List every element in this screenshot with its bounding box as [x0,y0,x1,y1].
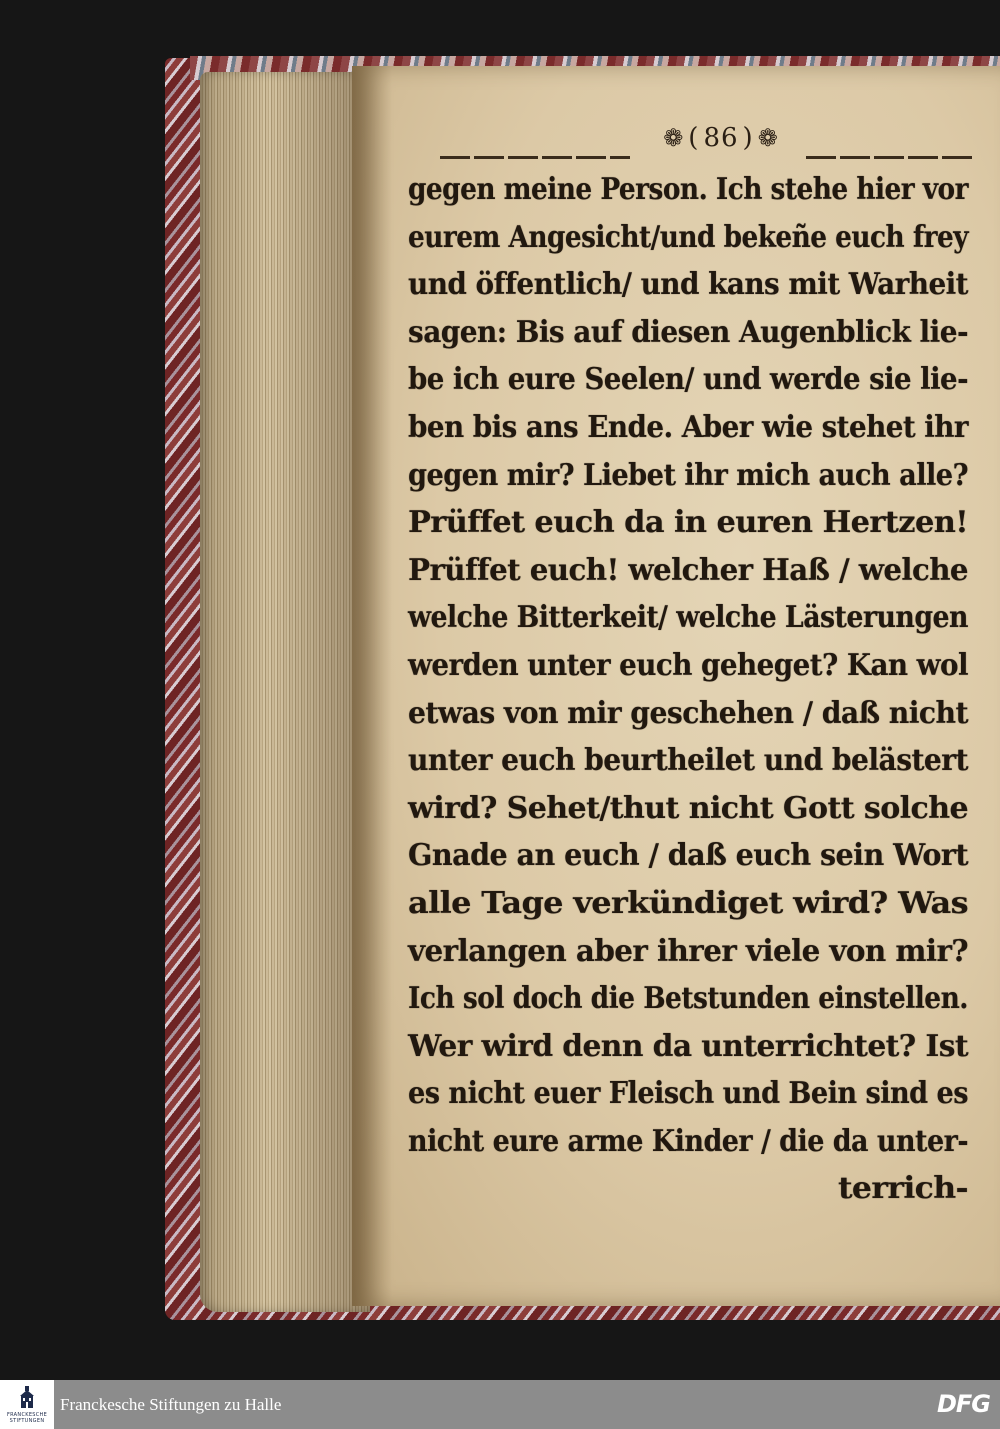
orphanage-building-icon [18,1386,36,1410]
page-text [408,166,978,1213]
text-line: eurem Angesicht/und bekeñe euch frey [408,219,968,255]
header-rule-right [806,156,976,159]
text-line: werden unter euch geheget? Kan wol [408,647,968,683]
text-line: wird? Sehet/thut nicht Gott solche [408,790,968,826]
ornament-left-icon: ❁ [663,124,685,152]
text-line: es nicht euer Fleisch und Bein sind es [408,1076,968,1112]
text-line: und öffentlich/ und kans mit Warheit [408,267,968,303]
text-line: etwas von mir geschehen / daß nicht [408,695,968,731]
text-line: gegen mir? Liebet ihr mich auch alle? [408,457,968,493]
ornament-right-icon: ❁ [757,124,779,152]
text-line: be ich eure Seelen/ und werde sie lie- [408,362,968,398]
text-line: terrich- [838,1171,968,1207]
text-line: Prüffet euch! welcher Haß / welche [408,552,968,588]
text-line: Wer wird denn da unterrichtet? Ist [408,1028,968,1064]
text-line: Gnade an euch / daß euch sein Wort [408,838,968,874]
dfg-logo[interactable]: DFG [936,1390,990,1418]
institution-logo[interactable] [0,1380,54,1429]
text-line: ben bis ans Ende. Aber wie stehet ihr [408,409,968,445]
text-line: sagen: Bis auf diesen Augenblick lie- [408,314,968,350]
text-line: nicht eure arme Kinder / die da unter- [408,1123,968,1159]
text-line: Ich sol doch die Betstunden einstellen. [408,981,968,1017]
text-line: verlangen aber ihrer viele von mir? [408,933,968,969]
footer-bar [0,1380,1000,1429]
text-line: alle Tage verkündiget wird? Was [408,885,968,921]
logo-text: FRANCKESCHE STIFTUNGEN [6,1412,48,1424]
text-line: welche Bitterkeit/ welche Lästerungen [408,600,968,636]
header-rule-left [440,156,630,159]
text-line: Prüffet euch da in euren Hertzen! [408,505,968,541]
text-line: gegen meine Person. Ich stehe hier vor [408,172,968,207]
text-line: unter euch beurtheilet und belästert [408,743,968,779]
page-number: ❁ ( 86 ) ❁ [663,123,779,153]
institution-name[interactable]: Franckesche Stiftungen zu Halle [60,1395,282,1414]
